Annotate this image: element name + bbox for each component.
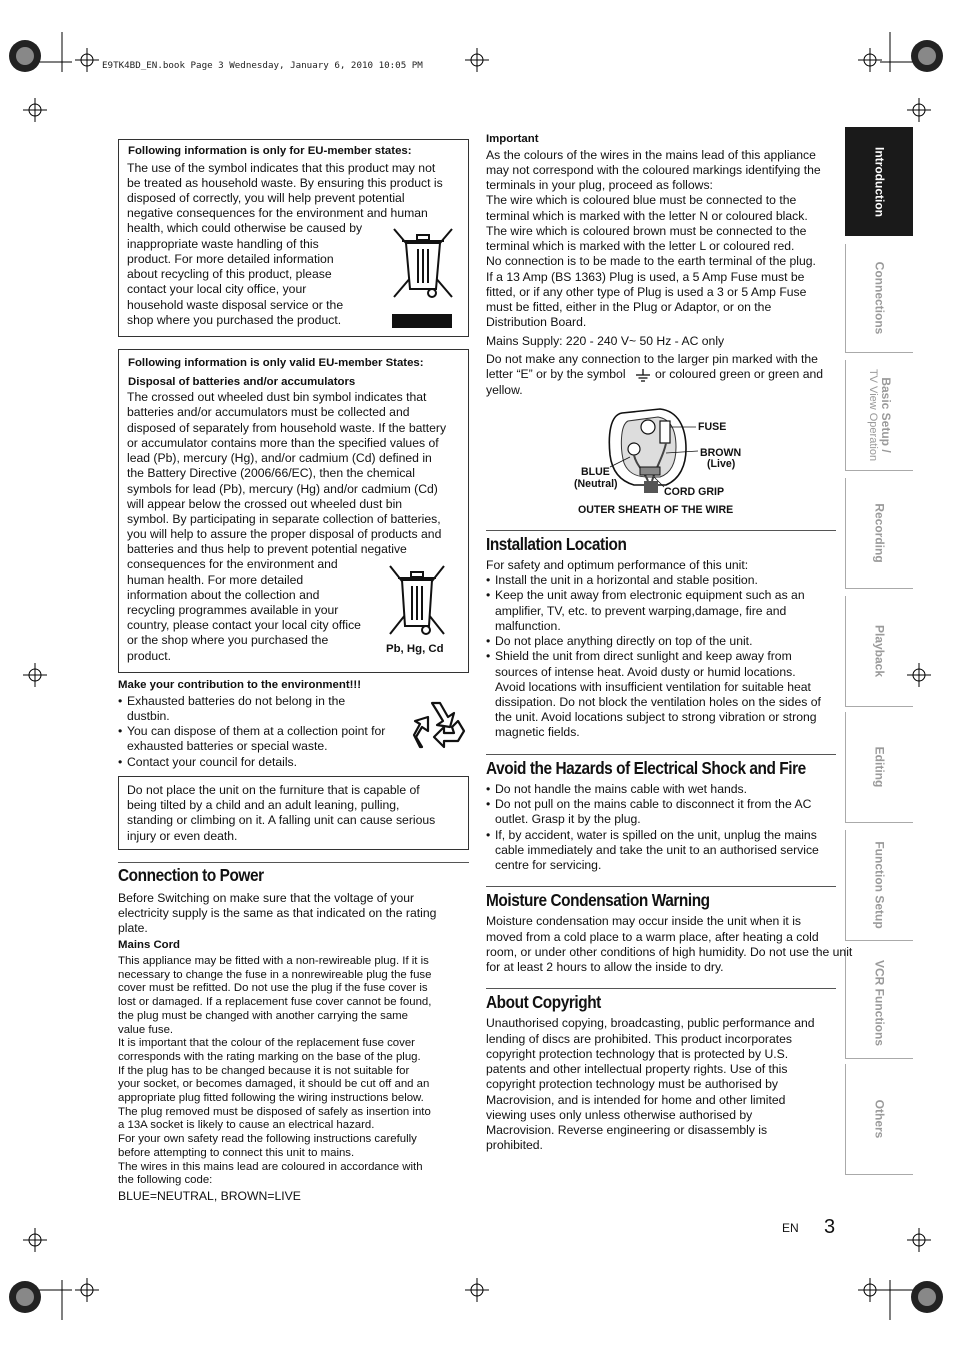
eu-weee-title: Following information is only for EU-member states:: [128, 145, 412, 157]
important-line: may not correspond with the coloured markings identifying the: [486, 163, 821, 177]
moisture-line: Moisture condensation may occur inside the unit when it is: [486, 914, 802, 928]
eu-weee-line: about recycling of this product, please: [127, 267, 332, 281]
mains-line: appropriate plug fitted following the wiring instructions below.: [118, 1092, 424, 1104]
mains-line: If the plug has to be changed because it is not suitable for: [118, 1064, 410, 1077]
eu-battery-line: lead (Pb), mercury (Hg), and/or cadmium (Cd) defined in: [127, 451, 432, 465]
eu-weee-line: be treated as household waste. By ensuring this product is: [127, 176, 443, 190]
eu-battery-line: symbols for lead (Pb), mercury (Hg) and/or cadmium (Cd): [127, 482, 438, 496]
installation-item: Avoid locations with insufficient ventilation for suitable heat: [495, 680, 811, 694]
eu-battery-line: batteries and thus help to prevent potential negative: [127, 542, 407, 556]
installation-bullet: •: [486, 573, 491, 587]
installation-bullet: •: [486, 649, 491, 663]
copyright-line: viewing uses only unless otherwise authorised by: [486, 1108, 753, 1122]
hazards-bullet: •: [486, 828, 491, 842]
tilt-line: standing or climbing on it. A falling unit can cause serious: [127, 813, 436, 827]
eu-weee-line: contact your local city office, your: [127, 282, 307, 296]
important-line: The wire which is coloured blue must be connected to the: [486, 193, 797, 207]
tab-playback-label: Playback: [872, 624, 887, 678]
tab-playback[interactable]: [845, 596, 913, 706]
hazards-item: cable immediately and take the unit to an authorised service: [495, 843, 819, 857]
important-title: Important: [486, 133, 539, 145]
earth-warning-line3: yellow.: [486, 383, 523, 397]
copyright-line: Macrovision. Reverse engineering or disassembly is: [486, 1123, 768, 1137]
installation-item: Do not place anything directly on top of the unit.: [495, 634, 753, 648]
copyright-line: patents and other intellectual property rights. Use of this: [486, 1062, 788, 1076]
tab-connections[interactable]: [845, 244, 913, 352]
moisture-line: room, or under other conditions of high humidity. Do not use the unit: [486, 945, 853, 959]
eu-weee-line: household waste disposal service or the: [127, 298, 344, 312]
connection-power-heading: Connection to Power: [118, 865, 264, 885]
hazards-item: Do not pull on the mains cable to disconnect it from the AC: [495, 797, 812, 811]
mains-line: This appliance may be fitted with a non-rewireable plug. If it is: [118, 955, 429, 967]
hazards-heading: Avoid the Hazards of Electrical Shock and Fire: [486, 758, 806, 778]
contribution-title: Make your contribution to the environment!!!: [118, 679, 362, 691]
mains-line: your socket, or becomes damaged, it should be cut off and an: [118, 1078, 430, 1091]
mains-line: lost or damaged. If a replacement fuse cover cannot be found,: [118, 996, 432, 1009]
mains-line: the following code:: [118, 1174, 213, 1187]
mains-line: before attempting to connect this unit to mains.: [118, 1146, 355, 1159]
tilt-line: being tilted by a child and an adult leaning, pulling,: [127, 798, 400, 812]
tab-function-setup-label: Function Setup: [872, 841, 887, 929]
installation-item: Keep the unit away from electronic equipment such as an: [495, 588, 805, 602]
important-line: As the colours of the wires in the mains lead of this appliance: [486, 148, 816, 162]
eu-battery-line: product.: [127, 649, 172, 663]
blue-label: BLUE: [581, 466, 610, 478]
copyright-line: copyright protection technology must be authorised by: [486, 1077, 778, 1091]
eu-weee-line: disposed of correctly, you will help prevent potential: [127, 191, 405, 205]
mains-line: It is important that the colour of the replacement fuse cover: [118, 1037, 415, 1050]
installation-item: sources of intense heat. Avoid dusty or humid locations.: [495, 665, 796, 679]
mains-line: necessary to change the fuse in a nonrewireable plug the fuse: [118, 968, 432, 981]
eu-battery-line: will appear below the crossed out wheeled dust bin: [127, 497, 403, 511]
installation-item: Install the unit in a horizontal and stable position.: [495, 573, 758, 587]
power-intro-line: electricity supply is the same as that indicated on the rating: [118, 906, 437, 920]
mains-line: corresponds with the rating marking on the base of the plug.: [118, 1050, 421, 1063]
eu-weee-line: The use of the symbol indicates that this product may not: [127, 161, 436, 175]
copyright-line: copyright protection technology that is protected by U.S.: [486, 1047, 789, 1061]
contribution-bullet: •: [118, 724, 123, 738]
cord-grip-label: CORD GRIP: [664, 486, 725, 498]
eu-battery-line: batteries and/or accumulators must be collected and: [127, 405, 410, 419]
eu-battery-title: Following information is only valid EU-member States:: [128, 357, 424, 369]
mains-line: the plug must be changed with another carrying the same: [118, 1009, 408, 1022]
installation-heading: Installation Location: [486, 534, 627, 554]
print-header: E9TK4BD_EN.book Page 3 Wednesday, January 6, 2010 10:05 PM: [102, 60, 423, 71]
section-rule: [486, 988, 836, 989]
eu-battery-line: information about the collection and: [127, 588, 320, 602]
mains-line: a 13A socket is likely to cause an electrical hazard.: [118, 1119, 375, 1132]
crossed-bin-battery-icon: [386, 562, 448, 640]
section-rule: [486, 754, 836, 755]
tab-introduction[interactable]: [845, 127, 913, 236]
contribution-item: exhausted batteries or special waste.: [127, 739, 328, 753]
eu-battery-line: human health. For more detailed: [127, 573, 304, 587]
tab-basic-setup-label-line1: Basic Setup /: [879, 377, 893, 453]
tab-basic-setup-label: [866, 369, 892, 461]
tab-function-setup[interactable]: [845, 830, 913, 940]
earth-warning-line2a: letter “E” or by the symbol: [486, 367, 626, 381]
hazards-item: Do not handle the mains cable with wet hands.: [495, 782, 748, 796]
installation-item: magnetic fields.: [495, 725, 580, 739]
section-rule: [118, 862, 469, 863]
tab-basic-setup[interactable]: [845, 360, 913, 470]
installation-intro: For safety and optimum performance of this unit:: [486, 558, 749, 572]
contribution-item: Exhausted batteries do not belong in the: [127, 694, 346, 708]
eu-battery-subtitle: Disposal of batteries and/or accumulators: [128, 376, 356, 388]
neutral-label: (Neutral): [574, 478, 618, 490]
battery-symbol-caption: Pb, Hg, Cd: [386, 643, 444, 655]
hazards-item: outlet. Grasp it by the plug.: [495, 812, 641, 826]
crossed-bin-icon: [388, 225, 458, 333]
copyright-line: Unauthorised copying, broadcasting, public performance and: [486, 1016, 815, 1030]
eu-battery-line: disposed of separately from household waste. If the battery: [127, 421, 447, 435]
tab-others-label: Others: [872, 1099, 887, 1139]
tab-recording[interactable]: [845, 478, 913, 588]
eu-battery-line: you will help to assure the proper disposal of products and: [127, 527, 442, 541]
contribution-item: Contact your council for details.: [127, 755, 298, 769]
mains-line: value fuse.: [118, 1023, 174, 1036]
eu-battery-line: recycling programmes available in your: [127, 603, 339, 617]
eu-weee-line: product. For more detailed information: [127, 252, 334, 266]
mains-line: The plug removed must be disposed of safely as insertion into: [118, 1105, 431, 1118]
tab-recording-label: Recording: [872, 503, 887, 563]
earth-warning-line1: Do not make any connection to the larger pin marked with the: [486, 352, 818, 366]
eu-weee-line: shop where you purchased the product.: [127, 313, 342, 327]
moisture-heading: Moisture Condensation Warning: [486, 890, 710, 910]
mains-cord-title: Mains Cord: [118, 939, 181, 951]
mains-supply-spec: Mains Supply: 220 - 240 V~ 50 Hz - AC only: [486, 334, 725, 348]
important-line: The wire which is coloured brown must be connected to the: [486, 224, 807, 238]
important-line: terminal which is marked with the letter N or coloured black.: [486, 209, 808, 223]
eu-weee-line: negative consequences for the environment and human: [127, 206, 428, 220]
eu-battery-line: consequences for the environment and: [127, 557, 338, 571]
important-line: No connection is to be made to the earth terminal of the plug.: [486, 254, 816, 268]
mains-line: For your own safety read the following instructions carefully: [118, 1133, 417, 1146]
eu-weee-line: inappropriate waste handling of this: [127, 237, 319, 251]
moisture-line: for at least 2 hours to allow the inside to dry.: [486, 960, 724, 974]
tilt-line: Do not place the unit on the furniture that is capable of: [127, 783, 420, 797]
eu-battery-line: the Battery Directive (2006/66/EC), then the chemical: [127, 466, 415, 480]
contribution-item: dustbin.: [127, 709, 170, 723]
hazards-item: centre for servicing.: [495, 858, 602, 872]
important-line: terminals in your plug, proceed as follows:: [486, 178, 713, 192]
section-rule: [486, 530, 836, 531]
important-line: Distribution Board.: [486, 315, 587, 329]
important-line: fitted, or if any other type of Plug is used a 3 or 5 Amp Fuse: [486, 285, 807, 299]
page-number: 3: [824, 1216, 836, 1238]
hazards-bullet: •: [486, 782, 491, 796]
hazards-item: If, by accident, water is spilled on the unit, unplug the mains: [495, 828, 817, 842]
moisture-line: moved from a cold place to a warm place, after heating a cold: [486, 930, 819, 944]
copyright-line: lending of discs are prohibited. This product incorporates: [486, 1032, 792, 1046]
eu-battery-line: country, please contact your local city office: [127, 618, 361, 632]
tab-introduction-label: Introduction: [872, 146, 887, 217]
recycle-icon: [410, 697, 468, 753]
installation-item: malfunction.: [495, 619, 561, 633]
contribution-bullet: •: [118, 694, 123, 708]
important-line: If a 13 Amp (BS 1363) Plug is used, a 5 Amp Fuse must be: [486, 270, 805, 284]
eu-battery-line: The crossed out wheeled dust bin symbol indicates that: [127, 390, 427, 404]
tab-connections-label: Connections: [872, 261, 887, 335]
hazards-bullet: •: [486, 797, 491, 811]
tab-basic-setup-label-line2: TV View Operation: [867, 368, 879, 462]
tab-editing-label: Editing: [872, 746, 887, 788]
tab-others[interactable]: [845, 1064, 913, 1174]
earth-warning-line2b: or coloured green or green and: [655, 367, 824, 381]
eu-battery-line: or accumulator contains more than the specified values of: [127, 436, 439, 450]
installation-bullet: •: [486, 588, 491, 602]
tab-vcr-functions-label: VCR Functions: [872, 960, 887, 1046]
earth-symbol-icon: [635, 368, 651, 382]
brown-label: BROWN: [700, 447, 742, 459]
contribution-bullet: •: [118, 755, 123, 769]
copyright-heading: About Copyright: [486, 992, 601, 1012]
wire-code-line: BLUE=NEUTRAL, BROWN=LIVE: [118, 1189, 301, 1203]
copyright-line: prohibited.: [486, 1138, 543, 1152]
mains-line: cover must be refitted. Do not use the plug if the fuse cover is: [118, 982, 428, 995]
installation-item: Shield the unit from direct sunlight and keep away from: [495, 649, 792, 663]
installation-bullet: •: [486, 634, 491, 648]
section-rule: [486, 886, 836, 887]
eu-weee-line: health, which could otherwise be caused by: [127, 221, 363, 235]
copyright-line: Macrovision, and is intended for home and other limited: [486, 1093, 786, 1107]
tab-editing[interactable]: [845, 712, 913, 822]
power-intro-line: plate.: [118, 921, 148, 935]
fuse-label: FUSE: [698, 421, 727, 433]
important-line: terminal which is marked with the letter L or coloured red.: [486, 239, 795, 253]
installation-item: amplifier, TV, etc. to prevent warping,damage, fire and: [495, 604, 787, 618]
mains-line: The wires in this mains lead are coloured in accordance with: [118, 1160, 423, 1173]
installation-item: the unit. Avoid locations subject to strong vibration or strong: [495, 710, 817, 724]
tab-vcr-functions[interactable]: [845, 948, 913, 1058]
eu-battery-line: or the shop where you purchased the: [127, 633, 329, 647]
installation-item: dissipation. Do not block the ventilation holes on the sides of: [495, 695, 821, 709]
tilt-line: injury or even death.: [127, 829, 238, 843]
eu-battery-line: symbol. By participating in separate collection of batteries,: [127, 512, 441, 526]
outer-sheath-label: OUTER SHEATH OF THE WIRE: [578, 504, 734, 516]
contribution-item: You can dispose of them at a collection point for: [127, 724, 386, 738]
important-line: must be fitted, either in the Plug or Adaptor, or on the: [486, 300, 772, 314]
live-label: (Live): [707, 458, 736, 470]
power-intro-line: Before Switching on make sure that the voltage of your: [118, 891, 415, 905]
language-code: EN: [782, 1221, 799, 1235]
